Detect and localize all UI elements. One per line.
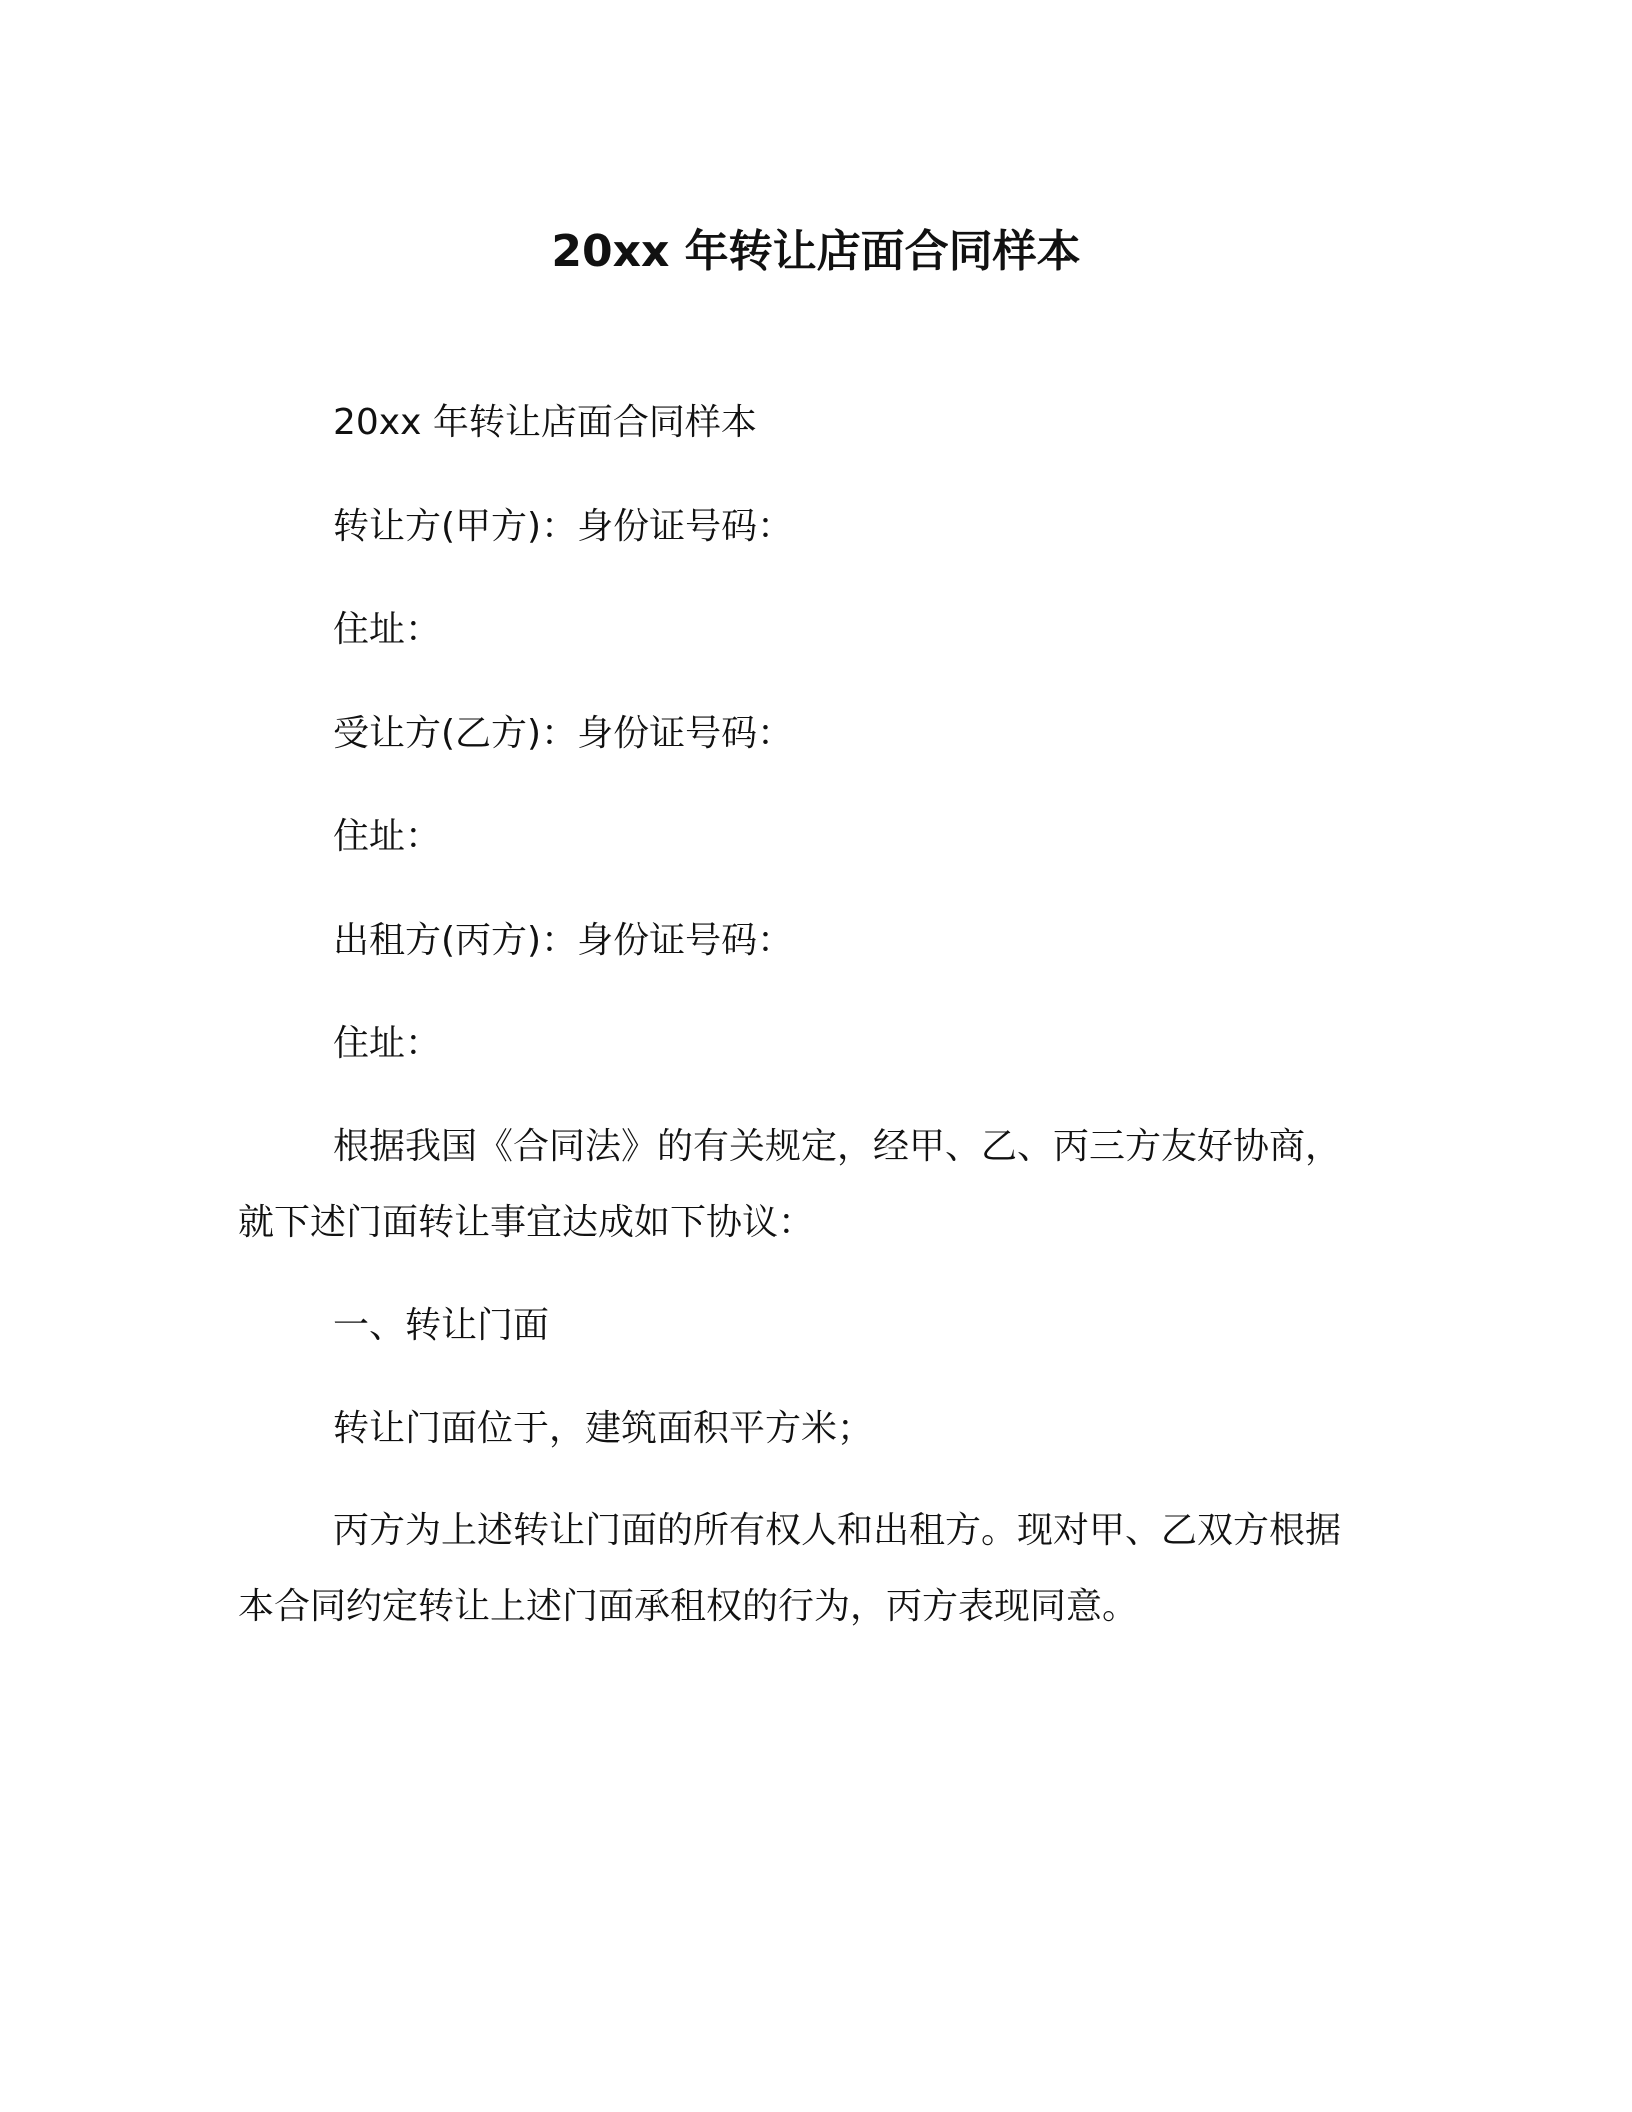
paragraph-lessor-consent-line-1: 丙方为上述转让门面的所有权人和出租方。现对甲、乙双方根据	[333, 1510, 1342, 1551]
paragraph-storefront-location: 转让门面位于，建筑面积平方米；	[333, 1408, 874, 1449]
paragraph-legal-basis-line-1: 根据我国《合同法》的有关规定，经甲、乙、丙三方友好协商，	[333, 1126, 1342, 1167]
paragraph-transferee: 受让方(乙方)：身份证号码：	[333, 713, 794, 754]
paragraph-legal-basis-line-2: 就下述门面转让事宜达成如下协议：	[238, 1202, 815, 1243]
paragraph-lessor-consent-line-2: 本合同约定转让上述门面承租权的行为，丙方表现同意。	[238, 1586, 1139, 1627]
paragraph-transferee-address: 住址：	[333, 816, 442, 857]
paragraph-lessor: 出租方(丙方)：身份证号码：	[333, 920, 794, 961]
document-title: 20xx 年转让店面合同样本	[551, 226, 1081, 277]
section-heading-transfer-storefront: 一、转让门面	[333, 1305, 550, 1346]
paragraph-subtitle: 20xx 年转让店面合同样本	[333, 402, 757, 443]
paragraph-transferor-address: 住址：	[333, 609, 442, 650]
paragraph-transferor: 转让方(甲方)：身份证号码：	[333, 506, 794, 547]
paragraph-lessor-address: 住址：	[333, 1023, 442, 1064]
